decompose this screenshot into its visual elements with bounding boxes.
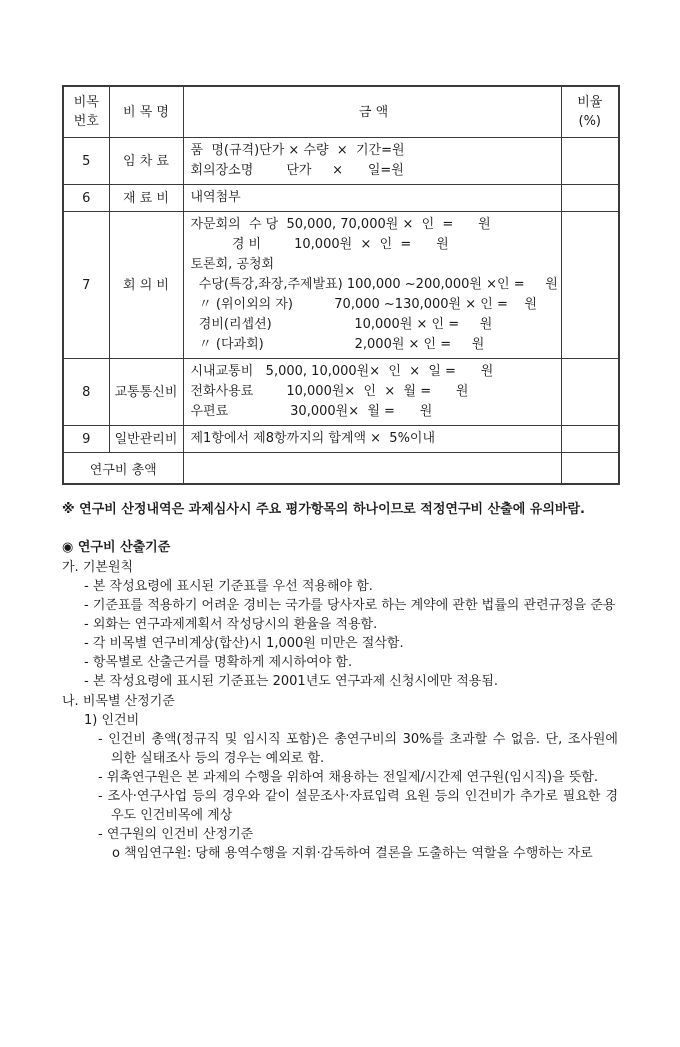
amount-line: 토론회, 공청회: [190, 257, 275, 272]
amount-line: 전화사용료 10,000원× 인 × 월 = 원: [190, 384, 469, 399]
amount-line: 제1항에서 제8항까지의 합계액 × 5%이내: [190, 431, 436, 446]
row8-name: 교통통신비: [109, 359, 183, 426]
row7-number: 7: [63, 212, 109, 359]
list-item: - 외화는 연구과제계획서 작성당시의 환율을 적용함.: [84, 617, 378, 632]
total-label: 연구비 총액: [63, 453, 183, 485]
budget-table: [62, 85, 620, 485]
table-row-7: [63, 212, 619, 359]
list-item: - 본 작성요령에 표시된 기준표는 2001년도 연구과제 신청시에만 적용됨.: [84, 674, 499, 689]
amount-line: 수당(특강,좌장,주제발표) 100,000 ~200,000원 ×인 = 원: [190, 277, 558, 292]
table-row-5: [63, 138, 619, 185]
heading-na-item-standards: 나. 비목별 산정기준: [62, 694, 175, 709]
list-item: - 위촉연구원은 본 과제의 수행을 위하여 채용하는 전일제/시간제 연구원(임시직)을 뜻함.: [98, 770, 599, 785]
header-ratio-line2: (%): [578, 114, 601, 129]
amount-line: 회의장소명 단가 × 일=원: [190, 163, 404, 178]
table-header-row: [63, 86, 619, 138]
row7-amount: [183, 212, 561, 359]
row6-ratio: [561, 185, 619, 212]
header-item-name: 비 목 명: [109, 86, 183, 138]
personnel-item-list: [62, 730, 618, 844]
document-page: [62, 85, 618, 863]
row7-ratio: [561, 212, 619, 359]
row8-ratio: [561, 359, 619, 426]
amount-line: 시내교통비 5,000, 10,000원× 인 × 일 = 원: [190, 364, 494, 379]
header-ratio: [561, 86, 619, 138]
list-item: - 본 작성요령에 표시된 기준표를 우선 적용해야 함.: [84, 579, 373, 594]
list-item: - 연구원의 인건비 산정기준: [98, 827, 254, 842]
amount-line: 경 비 10,000원 × 인 = 원: [190, 237, 449, 252]
section-title-calculation-standard: ◉ 연구비 산출기준: [62, 540, 171, 555]
table-row-8: [63, 359, 619, 426]
header-item-number-line2: 번호: [73, 114, 99, 129]
table-total-row: [63, 453, 619, 485]
note-warning: ※ 연구비 산정내역은 과제심사시 주요 평가항목의 하나이므로 적정연구비 산출에 유의바람.: [62, 502, 585, 517]
row6-number: 6: [63, 185, 109, 212]
row5-name: 임 차 료: [109, 138, 183, 185]
list-item: - 기준표를 적용하기 어려운 경비는 국가를 당사자로 하는 계약에 관한 법률의 관련규정을 준용: [84, 598, 616, 613]
amount-line: 자문회의 수 당 50,000, 70,000원 × 인 = 원: [190, 217, 491, 232]
row6-name: 재 료 비: [109, 185, 183, 212]
total-ratio: [561, 453, 619, 485]
ga-item-list: [62, 577, 618, 691]
row8-number: 8: [63, 359, 109, 426]
amount-line: 내역첨부: [190, 190, 241, 205]
amount-line: 〃 (위이외의 자) 70,000 ~130,000원 × 인 = 원: [190, 297, 537, 312]
table-row-6: [63, 185, 619, 212]
row7-name: 회 의 비: [109, 212, 183, 359]
row9-ratio: [561, 426, 619, 453]
row9-amount: [183, 426, 561, 453]
row9-number: 9: [63, 426, 109, 453]
row5-number: 5: [63, 138, 109, 185]
total-amount: [183, 453, 561, 485]
table-row-9: [63, 426, 619, 453]
subheading-personnel-cost: 1) 인건비: [84, 713, 140, 728]
amount-line: 품 명(규격)단가 × 수량 × 기간=원: [190, 143, 405, 158]
heading-ga-basic-principles: 가. 기본원칙: [62, 560, 134, 575]
row8-amount: [183, 359, 561, 426]
amount-line: 〃 (다과회) 2,000원 × 인 = 원: [190, 337, 485, 352]
list-item: - 각 비목별 연구비계상(합산)시 1,000원 미만은 절삭함.: [84, 636, 404, 651]
list-item: - 인건비 총액(정규직 및 임시직 포함)은 총연구비의 30%를 초과할 수 없음. 단, 조사원에 의한 실태조사 등의 경우는 예외로 함.: [98, 732, 618, 766]
amount-line: 우편료 30,000원× 월 = 원: [190, 404, 433, 419]
amount-line: 경비(리셉션) 10,000원 × 인 = 원: [190, 317, 493, 332]
header-amount: 금 액: [183, 86, 561, 138]
row6-amount: [183, 185, 561, 212]
row5-amount: [183, 138, 561, 185]
row9-name: 일반관리비: [109, 426, 183, 453]
sub-list-item-principal-researcher: o 책임연구원: 당해 용역수행을 지휘·감독하여 결론을 도출하는 역할을 수행하는 자로: [112, 846, 593, 861]
header-item-number: [63, 86, 109, 138]
header-ratio-line1: 비율: [577, 95, 603, 110]
row5-ratio: [561, 138, 619, 185]
header-item-number-line1: 비목: [73, 95, 99, 110]
list-item: - 항목별로 산출근거를 명확하게 제시하여야 함.: [84, 655, 353, 670]
list-item: - 조사·연구사업 등의 경우와 같이 설문조사·자료입력 요원 등의 인건비가 추가로 필요한 경우도 인건비목에 계상: [98, 789, 618, 823]
